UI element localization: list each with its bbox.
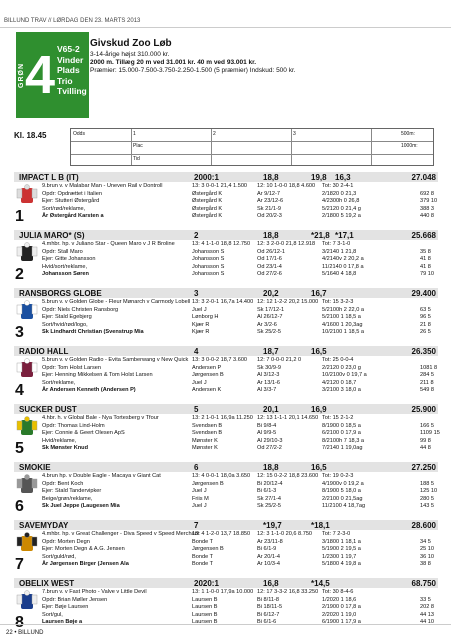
driver-silk-icon — [16, 416, 38, 438]
total-winnings: 29.400 — [411, 288, 436, 298]
total-winnings: 25.668 — [411, 230, 436, 240]
record-2: *18,1 — [311, 520, 330, 530]
post-number: 3 — [15, 324, 24, 341]
race-title: Givskud Zoo Løb — [90, 38, 172, 49]
horse-info-line: Opdr: Morten Degn Bonde T Ar 23/11-8 3/1800 1 18,1 a 34 5 — [42, 538, 431, 545]
horse-info-line: Sk Juel Jeppe (Laugesen Mia Juel J Sk 25/2-5 11/2100 4 18,7ag 143 5 — [42, 503, 434, 510]
record-2: 19,8 — [311, 172, 327, 182]
page-header: BILLUND TRAV // LØRDAG DEN 23. MARTS 2013 — [0, 14, 451, 28]
horse-info-line: 5.brun v. v Golden Radio - Evita Samberwang v New Quick 13: 3 0-0-2 18,7 3.600 12: 7 0-0-0 21,2 0 Tot: 25 0-0-4 — [42, 357, 354, 363]
distance: 3 — [194, 288, 199, 298]
horse-name: SAVEMYDAY — [19, 520, 69, 530]
horse-info-line: Sort/hvid/rød/logo, Kjær R Ar 3/2-6 4/1600 1 20,3ag 21 8 — [42, 321, 431, 328]
record-3: 16,3 — [335, 172, 351, 182]
horse-name-bar — [14, 578, 438, 588]
distance: 4 — [194, 346, 199, 356]
record-2: *14,5 — [311, 578, 330, 588]
driver-silk-icon — [16, 358, 38, 380]
horse-name: IMPACT L B (IT) — [19, 172, 79, 182]
driver-silk-icon — [16, 590, 38, 612]
distance: 5 — [194, 404, 199, 414]
horse-info-line: Hvid/reklame, Mønster K Al 29/10-3 8/2100h 7 18,3 a 99 8 — [42, 437, 431, 444]
record-2: 16,5 — [311, 346, 327, 356]
start-time: Kl. 18.45 — [14, 131, 47, 140]
horse-name-bar — [14, 172, 438, 182]
total-winnings: 26.350 — [411, 346, 436, 356]
record-1: 18,7 — [263, 346, 279, 356]
record-3: *17,1 — [335, 230, 354, 240]
result-grid: Odds Plac Tid 1 2 3 500m: 1000m: — [70, 128, 434, 166]
horse-entry — [14, 462, 438, 520]
distance: 6 — [194, 462, 199, 472]
horse-info-line: Laursen Bøje a Laursen B Bi 6/1-6 6/1900 1 17,9 a 44 10 — [42, 619, 434, 626]
horse-info-line: Ejer: Stald Tandervipker Juel J Bi 6/1-3 8/1900 5 18,0 a 125 10 — [42, 488, 438, 495]
distance: 7 — [194, 520, 199, 530]
record-1: *19,7 — [263, 520, 282, 530]
horse-info-line: 7.brun v. v Fast Photo - Valve v Little Devil 13: 1 1-0-0 17,9a 10.000 12: 17 3-3-2 16,8 33.250 Tot: 30 8-4-6 — [42, 589, 354, 595]
horse-entry — [14, 520, 438, 578]
record-2: 16,9 — [311, 404, 327, 414]
game-side-label: GRØN — [17, 62, 25, 88]
horse-info-line: Sk Mønster Knud Mønster K Od 27/2-2 7/2140 1 19,0ag 44 8 — [42, 445, 431, 452]
horse-info-line: Sort/gul, Laursen B Bi 6/12-7 2/2020 1 19,0 44 13 — [42, 611, 434, 618]
horse-info-line: Sk Lindhardt Christian (Svenstrup Mia Kjær R Sk 25/2-5 10/2100 1 18,5 a 26 5 — [42, 329, 431, 336]
horse-info-line: Ejer: Stald Egebjerg Lønborg H Al 26/12-7 5/2100 1 18,5 a 96 5 — [42, 314, 431, 321]
post-number: 5 — [15, 440, 24, 457]
horse-name: RANSBORGS GLOBE — [19, 288, 102, 298]
horse-name: OBELIX WEST — [19, 578, 75, 588]
record-1: 18,8 — [263, 462, 279, 472]
horse-entry — [14, 346, 438, 404]
race-info: 3-14-årige højst 310.000 kr. 2000 m. Tillæg 20 m ved 31.001 kr. 40 m ved 93.001 kr. Præmier: 15.000-7.500-3.750-2.250-1.500 (5 præmier) Indskud: 500 kr. — [90, 51, 296, 74]
horse-info-line: Hvid/sort/reklame, Johansson S Od 23/1-4 11/2140 0 17,8 a 41 8 — [42, 263, 431, 270]
horse-info-line: Opdr: Tom Holst Larsen Andersen P Sk 30/9-9 2/2120 0 23,0 g 1081 8 — [42, 364, 438, 371]
record-1: 18,8 — [263, 230, 279, 240]
horse-info-line: 4.mhbr. hp. v Juliano Star - Queen Maro v J R Broline 13: 4 1-1-0 18,8 12.750 12: 3 2-0-0 21,8 12.918 Tot: 7 3-1-0 — [42, 241, 351, 247]
horse-info-line: År Østergård Karsten a Østergård K Od 20/2-3 2/1800 5 19,2 a 440 8 — [42, 213, 434, 220]
record-1: 16,8 — [263, 578, 279, 588]
horse-info-line: Opdr: Niels Christen Ransborg Juel J Sk 17/12-1 5/2100h 2 22,0 a 63 5 — [42, 306, 431, 313]
post-number: 4 — [15, 382, 24, 399]
record-1: 18,8 — [263, 172, 279, 182]
distance: 2020:1 — [194, 578, 219, 588]
page-footer: 22 • BILLUND — [0, 624, 451, 640]
horse-entry — [14, 230, 438, 288]
record-2: 16,7 — [311, 288, 327, 298]
horse-info-line: Opdr: Stall Maro Johansson S Od 26/12-1 3/2140 1 21,8 35 8 — [42, 248, 431, 255]
horse-info-line: Ejer: Gitte Johansson Johansson S Od 17/1-6 4/2140v 2 20,2 a 41 8 — [42, 256, 431, 263]
horse-info-line: Opdr: Opdrættet i Italien Østergård K Ar 9/12-7 2/1820 0 21,3 692 8 — [42, 190, 434, 197]
driver-silk-icon — [16, 300, 38, 322]
driver-silk-icon — [16, 184, 38, 206]
total-winnings: 68.750 — [411, 578, 436, 588]
horse-info-line: År Andersen Kenneth (Andersen P) Andersen K Al 3/3-7 3/2100 3 18,0 a 549 8 — [42, 387, 434, 394]
horse-entry — [14, 404, 438, 462]
total-winnings: 27.048 — [411, 172, 436, 182]
post-number: 6 — [15, 498, 24, 515]
driver-silk-icon — [16, 532, 38, 554]
horse-info-line: Ejer: Stutteri Østergård Østergård K Ar 23/12-6 4/2300h 0 26,8 379 10 — [42, 198, 438, 205]
horse-name-bar — [14, 346, 438, 356]
total-winnings: 27.250 — [411, 462, 436, 472]
total-winnings: 25.900 — [411, 404, 436, 414]
horse-info-line: Sort/rød/reklame, Østergård K Sk 21/1-9 5/2120 0 21,4 g 388 3 — [42, 205, 434, 212]
horse-name-bar — [14, 520, 438, 530]
race-number: 4 — [25, 45, 56, 105]
horse-info-line: Sort/reklame, Juel J Ar 13/1-6 4/2120 0 18,7 211 8 — [42, 379, 434, 386]
horse-name-bar — [14, 404, 438, 414]
driver-silk-icon — [16, 474, 38, 496]
horse-info-line: Opdr: Bent Koch Jørgensen B Bi 20/12-4 4/1900v 0 19,2 a 188 5 — [42, 480, 434, 487]
driver-silk-icon — [16, 242, 38, 264]
horse-info-line: 4.hbr. h. v Global Bale - Nya Tortesberg v Tfour 13: 2 1-0-1 16,9a 11.250 12: 13 1-1-1 20,1 14.650 Tot: 15 2-1-2 — [42, 415, 354, 421]
horse-entry — [14, 288, 438, 346]
horse-info-line: Opdr: Thomas Lind-Holm Svendsen B Bi 9/8-4 8/1900 0 18,5 a 166 5 — [42, 422, 434, 429]
distance: 2 — [194, 230, 199, 240]
record-2: *21,8 — [311, 230, 330, 240]
horse-info-line: 5.brun v. v Golden Globe - Fleur Mønarch v Carmody Lobell 13: 3 2-0-1 16,7a 14.400 12: 12 1-2-2 20,2 15.000 Tot: 15 3-2-3 — [42, 299, 354, 305]
game-types: V65-2 Vinder Plads Trio Tvilling — [57, 44, 87, 96]
post-number: 1 — [15, 208, 24, 225]
horse-info-line: Opdr: Brian Møller Jensen Laursen B Bi 8/11-8 1/2020 1 18,6 33 5 — [42, 596, 431, 603]
horse-info-line: 4.brun hp. v Double Eagle - Macaya v Giant Cat 13: 4 0-0-1 18,0a 3.650 12: 15 0-2-2 18,8 23.600 Tot: 19 0-2-3 — [42, 473, 354, 479]
record-1: 20,2 — [263, 288, 279, 298]
horse-name-bar — [14, 230, 438, 240]
horse-info-line: Sort/guld/rød, Bonde T Ar 20/1-4 1/2300 1 19,7 36 10 — [42, 553, 434, 560]
horse-info-line: Beige/grøn/reklame, Friis M Sk 27/1-4 2/2100 0 21,5ag 280 5 — [42, 495, 434, 502]
horse-name: RADIO HALL — [19, 346, 69, 356]
horse-entry — [14, 172, 438, 230]
horse-info-line: Johansson Søren Johansson S Od 27/2-6 5/1640 4 18,8 79 10 — [42, 271, 434, 278]
horse-info-line: 4.mhbr. hp. v Great Challenger - Diva Speed v Speed Merchant 13: 4 1-2-0 13,7 18.850 12: 3 1-1-0 20,6 8.750 Tot: 7 2-3-0 — [42, 531, 351, 537]
horse-info-line: Ejer: Morten Degn & A.G. Jensen Jørgensen B Bi 6/1-9 5/1900 2 19,5 a 25 10 — [42, 546, 434, 553]
horse-info-line: 9.brun v. v Malabar Man - Uneven Rail v Dontroll 13: 3 0-0-1 21,4 1.500 12: 10 1-0-0 18,8 4.600 Tot: 30 2-4-1 — [42, 183, 354, 189]
horse-name: JULIA MARO* (S) — [19, 230, 85, 240]
distance: 2000:1 — [194, 172, 219, 182]
horse-info-line: År Jørgensen Birger (Jensen Ala Bonde T Ar 10/3-4 5/1800 4 19,8 a 38 8 — [42, 561, 431, 568]
horse-info-line: Ejer: Henning Mikkelsen & Tom Holst Larsen Jørgensen B Al 3/12-3 10/2100v 0 19,7 a 284 5 — [42, 372, 434, 379]
horse-name-bar — [14, 462, 438, 472]
horse-info-line: Ejer: Bøje Laursen Laursen B Bi 18/11-5 2/1900 0 17,8 a 202 8 — [42, 604, 434, 611]
horse-name-bar — [14, 288, 438, 298]
horse-name: SMOKIE — [19, 462, 51, 472]
horse-info-line: Ejer: Connie & Geert Olesen ApS Svendsen B Al 9/9-5 6/2100 0 17,9 a 1109 15 — [42, 430, 440, 437]
total-winnings: 28.600 — [411, 520, 436, 530]
post-number: 2 — [15, 266, 24, 283]
record-1: 20,1 — [263, 404, 279, 414]
post-number: 8 — [15, 614, 24, 631]
horse-name: SUCKER DUST — [19, 404, 77, 414]
post-number: 7 — [15, 556, 24, 573]
record-2: 16,5 — [311, 462, 327, 472]
